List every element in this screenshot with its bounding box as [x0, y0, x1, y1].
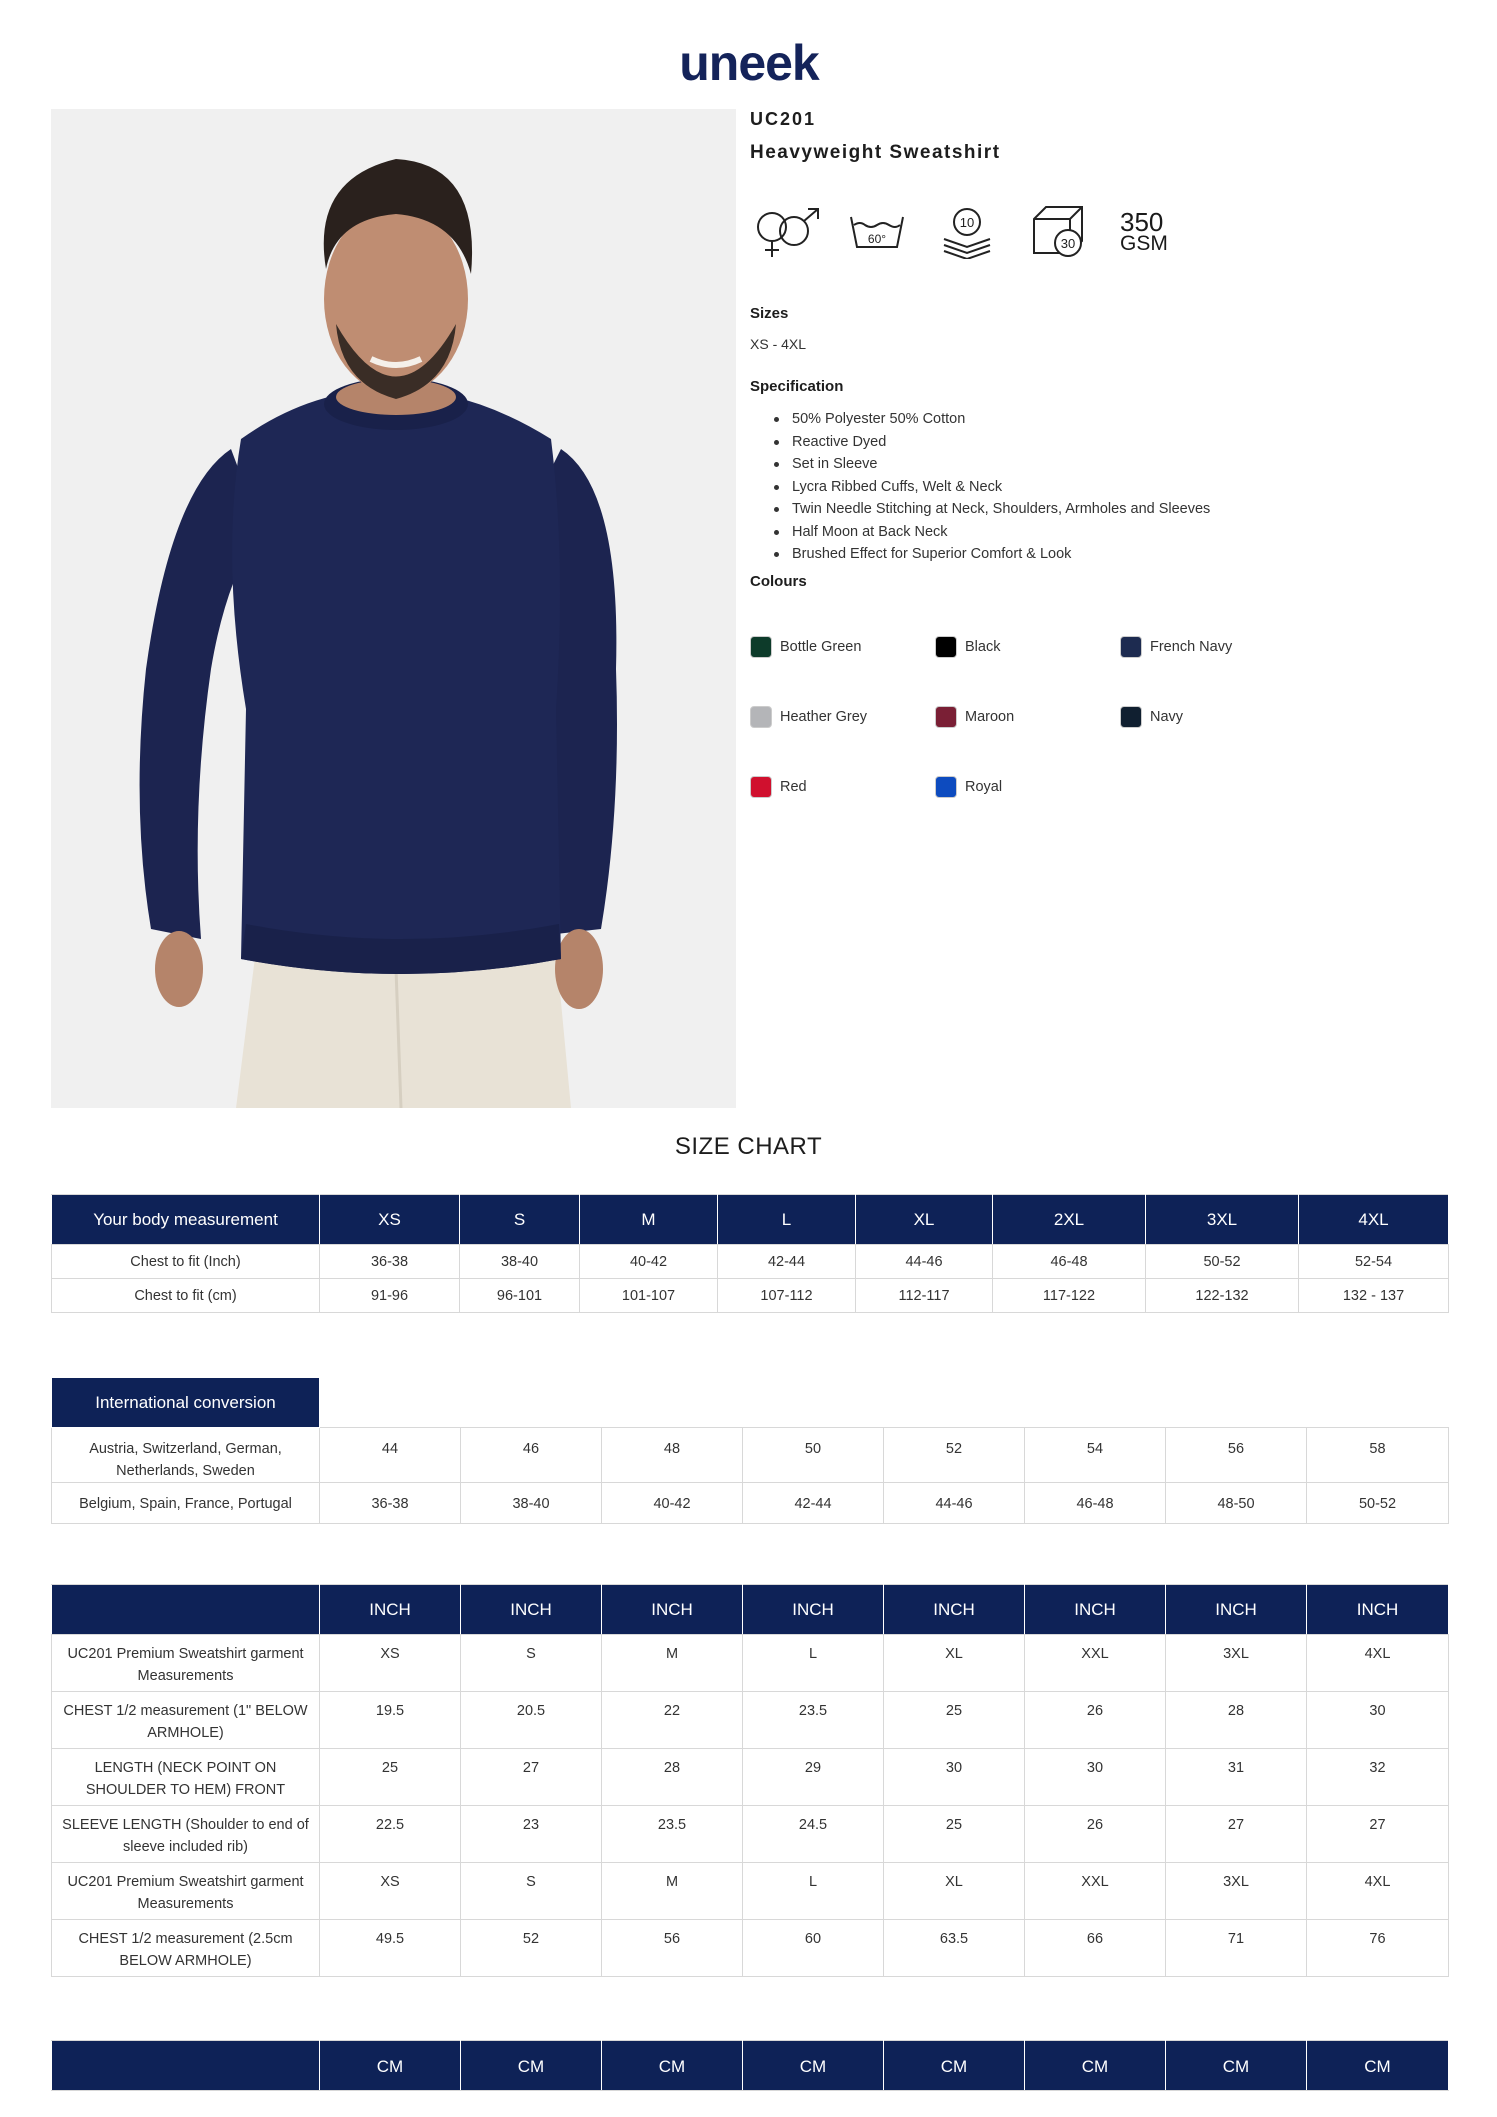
table-cell: 49.5 [320, 1920, 461, 1977]
colour-swatch-black[interactable] [935, 636, 1000, 658]
table-cell: 60 [743, 1920, 884, 1977]
table-cell: UC201 Premium Sweatshirt garment Measurements [52, 1863, 320, 1920]
table-cell: XL [884, 1635, 1025, 1692]
table-cell: 30 [884, 1749, 1025, 1806]
table-cell: 46-48 [993, 1245, 1146, 1279]
table-cell: 38-40 [461, 1483, 602, 1524]
table-header-cell: XS [320, 1195, 460, 1245]
colour-label: Heather Grey [780, 709, 868, 725]
colour-swatch-red[interactable] [750, 776, 807, 798]
table-cell: CHEST 1/2 measurement (2.5cm BELOW ARMHOLE) [52, 1920, 320, 1977]
model-sweatshirt-image [51, 109, 736, 1108]
table-cell: 26 [1025, 1692, 1166, 1749]
table-row [52, 1279, 1449, 1313]
table-cell: 27 [1166, 1806, 1307, 1863]
svg-text:30: 30 [1060, 236, 1076, 251]
sizes-value: XS - 4XL [750, 336, 807, 352]
colour-chip [935, 636, 957, 658]
colours-heading: Colours [750, 573, 807, 590]
table-cell: 25 [884, 1692, 1025, 1749]
table-cell: CHEST 1/2 measurement (1" BELOW ARMHOLE) [52, 1692, 320, 1749]
table-cell: S [461, 1863, 602, 1920]
table-cell: 3XL [1166, 1635, 1307, 1692]
table-header-cell: INCH [743, 1585, 884, 1635]
table-cell: 27 [461, 1749, 602, 1806]
table-cell: 28 [1166, 1692, 1307, 1749]
table-cell: XL [884, 1863, 1025, 1920]
table-cell: L [743, 1635, 884, 1692]
uneek-logo-icon [656, 40, 842, 88]
colour-label: Royal [965, 779, 1003, 795]
spec-item: Brushed Effect for Superior Comfort & Look [770, 543, 1210, 566]
table-cell: 22.5 [320, 1806, 461, 1863]
spec-item: Half Moon at Back Neck [770, 521, 1210, 544]
table-cell: 23.5 [743, 1692, 884, 1749]
colour-chip [1120, 706, 1142, 728]
colour-swatch-royal[interactable] [935, 776, 1002, 798]
table-cell: 48 [602, 1428, 743, 1483]
table-cell: 71 [1166, 1920, 1307, 1977]
gsm-unit: GSM [1120, 232, 1168, 255]
table-cell: 50-52 [1146, 1245, 1299, 1279]
table-cell: 3XL [1166, 1863, 1307, 1920]
table-cell: 36-38 [320, 1483, 461, 1524]
table-header-row [52, 1585, 1449, 1635]
table-cell: 40-42 [580, 1245, 718, 1279]
table-header-cell: XL [856, 1195, 993, 1245]
table-cell: 22 [602, 1692, 743, 1749]
colour-swatch-heather-grey[interactable] [750, 706, 867, 728]
table-cell: 50-52 [1307, 1483, 1449, 1524]
table-header-cell [52, 2041, 320, 2091]
colour-chip [935, 706, 957, 728]
table-header-row [52, 1195, 1449, 1245]
table-cell: XXL [1025, 1635, 1166, 1692]
table-row [52, 1806, 1449, 1863]
table-header-cell: L [718, 1195, 856, 1245]
colour-swatch-french-navy[interactable] [1120, 636, 1232, 658]
table-cell: 4XL [1307, 1635, 1449, 1692]
colour-chip [935, 776, 957, 798]
gsm-value: 350 [1120, 207, 1164, 237]
table-cell: 38-40 [460, 1245, 580, 1279]
table-cell: 26 [1025, 1806, 1166, 1863]
table-header-cell: INCH [1166, 1585, 1307, 1635]
wash-60-icon [848, 213, 906, 253]
table-header-cell: S [460, 1195, 580, 1245]
colour-label: Black [965, 639, 1001, 655]
table-cell: Chest to fit (cm) [52, 1279, 320, 1313]
table-header-cell: INCH [884, 1585, 1025, 1635]
spec-item: Twin Needle Stitching at Neck, Shoulders, Armholes and Sleeves [770, 498, 1210, 521]
table-cell: 50 [743, 1428, 884, 1483]
svg-text:uneek: uneek [678, 40, 819, 88]
size-chart-title: SIZE CHART [674, 1133, 823, 1160]
table-cell: 31 [1166, 1749, 1307, 1806]
table-cell: 27 [1307, 1806, 1449, 1863]
product-code: UC201 [750, 109, 817, 129]
table-header-cell: CM [743, 2041, 884, 2091]
table-cell: Chest to fit (Inch) [52, 1245, 320, 1279]
unisex-icon [750, 205, 822, 261]
table-cell: SLEEVE LENGTH (Shoulder to end of sleeve included rib) [52, 1806, 320, 1863]
table-cell: 30 [1025, 1749, 1166, 1806]
table-cell: UC201 Premium Sweatshirt garment Measurements [52, 1635, 320, 1692]
table-cell: 44-46 [856, 1245, 993, 1279]
table-cell: 29 [743, 1749, 884, 1806]
table-cell: 42-44 [718, 1245, 856, 1279]
table-cell: 52 [884, 1428, 1025, 1483]
table-cell: 46 [461, 1428, 602, 1483]
table-row [52, 1920, 1449, 1977]
table-cell: LENGTH (NECK POINT ON SHOULDER TO HEM) FRONT [52, 1749, 320, 1806]
table-cell: 52 [461, 1920, 602, 1977]
table-cell: 28 [602, 1749, 743, 1806]
table-cell: 96-101 [460, 1279, 580, 1313]
colour-label: Red [780, 779, 807, 795]
table-cell: 117-122 [993, 1279, 1146, 1313]
table-row [52, 1635, 1449, 1692]
body-measurement-table [51, 1194, 1449, 1313]
table-header-cell: CM [1025, 2041, 1166, 2091]
colour-chip [750, 636, 772, 658]
table-header-cell: CM [1166, 2041, 1307, 2091]
table-header-cell: Your body measurement [52, 1195, 320, 1245]
table-cell: 4XL [1307, 1863, 1449, 1920]
table-cell: 66 [1025, 1920, 1166, 1977]
spec-item: Set in Sleeve [770, 453, 1210, 476]
table-row [52, 1245, 1449, 1279]
colour-swatch-navy[interactable] [1120, 706, 1183, 728]
table-header-cell: CM [884, 2041, 1025, 2091]
table-row [52, 1749, 1449, 1806]
table-cell: 44 [320, 1428, 461, 1483]
table-header-cell: CM [320, 2041, 461, 2091]
specification-list [770, 408, 1210, 566]
table-cell: 54 [1025, 1428, 1166, 1483]
table-cell: 25 [884, 1806, 1025, 1863]
colour-label: Maroon [965, 709, 1015, 725]
table-cell: 63.5 [884, 1920, 1025, 1977]
table-cell: 23 [461, 1806, 602, 1863]
table-header-cell: CM [602, 2041, 743, 2091]
table-header-cell: INCH [461, 1585, 602, 1635]
table-header-cell: INCH [1307, 1585, 1449, 1635]
table-cell: 30 [1307, 1692, 1449, 1749]
table-cell: 36-38 [320, 1245, 460, 1279]
table-cell: 52-54 [1299, 1245, 1449, 1279]
table-cell: 112-117 [856, 1279, 993, 1313]
table-cell: XXL [1025, 1863, 1166, 1920]
colour-swatch-maroon[interactable] [935, 706, 1014, 728]
table-cell: 91-96 [320, 1279, 460, 1313]
spec-item: Reactive Dyed [770, 431, 1210, 454]
table-header-cell: 2XL [993, 1195, 1146, 1245]
colour-chip [750, 776, 772, 798]
colour-swatch-bottle-green[interactable] [750, 636, 861, 658]
colour-chip [750, 706, 772, 728]
table-cell: 32 [1307, 1749, 1449, 1806]
table-cell: S [461, 1635, 602, 1692]
table-cell: M [602, 1863, 743, 1920]
colour-label: Navy [1150, 709, 1184, 725]
table-cell: 25 [320, 1749, 461, 1806]
sizes-heading: Sizes [750, 305, 789, 322]
table-header-cell: INCH [320, 1585, 461, 1635]
table-header-cell: CM [461, 2041, 602, 2091]
specification-heading: Specification [750, 378, 844, 395]
table-cell: 19.5 [320, 1692, 461, 1749]
table-header-cell: 3XL [1146, 1195, 1299, 1245]
table-cell: Austria, Switzerland, German, Netherlands, Sweden [52, 1428, 320, 1483]
table-header-row [52, 2041, 1449, 2091]
box-30-icon [1030, 205, 1088, 259]
table-cell: Belgium, Spain, France, Portugal [52, 1483, 320, 1524]
table-cell: 40-42 [602, 1483, 743, 1524]
table-cell: XS [320, 1863, 461, 1920]
svg-text:10: 10 [959, 215, 975, 230]
table-cell: M [602, 1635, 743, 1692]
table-header-row [52, 1378, 1449, 1428]
table-header-cell: M [580, 1195, 718, 1245]
colour-label: French Navy [1150, 639, 1233, 655]
table-cell: 24.5 [743, 1806, 884, 1863]
stack-10-icon [940, 205, 994, 259]
table-row [52, 1863, 1449, 1920]
table-cell: 122-132 [1146, 1279, 1299, 1313]
table-cell: 132 - 137 [1299, 1279, 1449, 1313]
table-cell: 56 [1166, 1428, 1307, 1483]
table-cell: XS [320, 1635, 461, 1692]
table-row [52, 1483, 1449, 1524]
product-photo [51, 109, 736, 1108]
colour-label: Bottle Green [780, 639, 862, 655]
brand-logo [0, 40, 1497, 93]
table-cell: 107-112 [718, 1279, 856, 1313]
table-cell: 101-107 [580, 1279, 718, 1313]
table-header-cell: CM [1307, 2041, 1449, 2091]
table-header-cell: INCH [602, 1585, 743, 1635]
table-header-cell [52, 1585, 320, 1635]
table-cell: 44-46 [884, 1483, 1025, 1524]
spec-item: Lycra Ribbed Cuffs, Welt & Neck [770, 476, 1210, 499]
table-cell: 76 [1307, 1920, 1449, 1977]
table-row [52, 1692, 1449, 1749]
table-header-cell: INCH [1025, 1585, 1166, 1635]
table-cell: 48-50 [1166, 1483, 1307, 1524]
product-name: Heavyweight Sweatshirt [750, 142, 1001, 163]
svg-text:60°: 60° [867, 232, 887, 246]
table-cell: L [743, 1863, 884, 1920]
table-row [52, 1428, 1449, 1483]
colour-chip [1120, 636, 1142, 658]
table-cell: 46-48 [1025, 1483, 1166, 1524]
table-header-spacer [320, 1378, 1449, 1428]
table-cell: 56 [602, 1920, 743, 1977]
table-header-cell: International conversion [52, 1378, 320, 1428]
international-conversion-table [51, 1377, 1449, 1524]
table-cell: 58 [1307, 1428, 1449, 1483]
garment-inch-table [51, 1584, 1449, 1977]
table-cell: 42-44 [743, 1483, 884, 1524]
table-header-cell: 4XL [1299, 1195, 1449, 1245]
gsm-badge [1120, 207, 1168, 255]
spec-item: 50% Polyester 50% Cotton [770, 408, 1210, 431]
table-cell: 23.5 [602, 1806, 743, 1863]
garment-cm-table [51, 2040, 1449, 2091]
table-cell: 20.5 [461, 1692, 602, 1749]
